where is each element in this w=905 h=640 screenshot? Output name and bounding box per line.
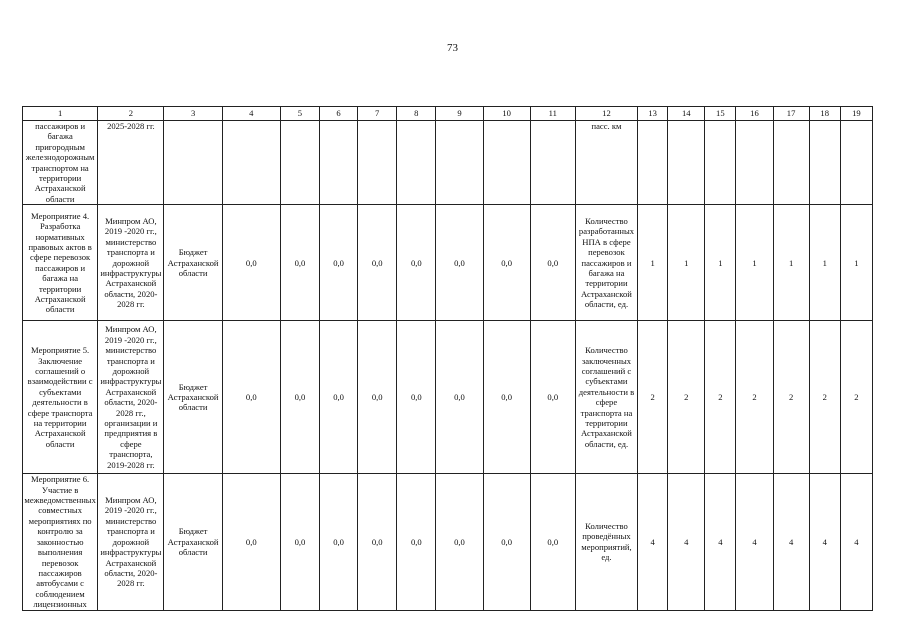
finance-cell: 0,0 (320, 205, 358, 321)
target-value-cell: 4 (668, 474, 705, 610)
finance-cell (436, 121, 483, 205)
target-value-cell: 1 (668, 205, 705, 321)
executor-cell: Минпром АО, 2019 -2020 гг., министерство транспорта и дорожной инфраструктуры Астраханской области, 2020-2028 гг. (98, 474, 164, 610)
column-header-10: 10 (483, 107, 530, 121)
target-value-cell (773, 121, 809, 205)
target-value-cell: 2 (736, 321, 773, 474)
column-header-2: 2 (98, 107, 164, 121)
finance-cell: 0,0 (397, 474, 436, 610)
executor-cell: Минпром АО, 2019 -2020 гг., министерство транспорта и дорожной инфраструктуры Астраханской области, 2020-2028 гг. (98, 205, 164, 321)
funding-source-cell: Бюджет Астраханской области (164, 474, 222, 610)
finance-cell (358, 121, 397, 205)
column-header-3: 3 (164, 107, 222, 121)
finance-cell: 0,0 (358, 474, 397, 610)
column-header-14: 14 (668, 107, 705, 121)
finance-cell: 0,0 (280, 321, 319, 474)
finance-cell (530, 121, 575, 205)
finance-cell: 0,0 (483, 474, 530, 610)
finance-cell: 0,0 (222, 321, 280, 474)
event-cell: Мероприятие 4. Разработка нормативных правовых актов в сфере перевозок пассажиров и багажа на территории Астраханской области (23, 205, 98, 321)
event-cell: Мероприятие 5. Заключение соглашений о взаимодействии с субъектами деятельности в сфере транспорта на территории Астраханской области (23, 321, 98, 474)
indicator-cell: Количество проведённых мероприятий, ед. (575, 474, 637, 610)
column-header-19: 19 (840, 107, 872, 121)
table-row (23, 205, 873, 321)
funding-source-cell: Бюджет Астраханской области (164, 321, 222, 474)
column-header-5: 5 (280, 107, 319, 121)
target-value-cell: 1 (773, 205, 809, 321)
indicator-cell: Количество заключенных соглашений с субъектами деятельности в сфере транспорта на территории Астраханской области, ед. (575, 321, 637, 474)
column-header-13: 13 (638, 107, 668, 121)
target-value-cell: 2 (773, 321, 809, 474)
funding-source-cell: Бюджет Астраханской области (164, 205, 222, 321)
finance-cell (483, 121, 530, 205)
executor-cell: Минпром АО, 2019 -2020 гг., министерство транспорта и дорожной инфраструктуры Астраханской области, 2020-2028 гг., организации и предприятия в сфере транспорта, 2019-2028 гг. (98, 321, 164, 474)
target-value-cell: 2 (668, 321, 705, 474)
column-header-12: 12 (575, 107, 637, 121)
target-value-cell: 2 (638, 321, 668, 474)
target-value-cell (736, 121, 773, 205)
target-value-cell: 4 (840, 474, 872, 610)
finance-cell (397, 121, 436, 205)
finance-cell: 0,0 (530, 205, 575, 321)
target-value-cell: 2 (809, 321, 840, 474)
target-value-cell (638, 121, 668, 205)
target-value-cell (840, 121, 872, 205)
target-value-cell: 1 (705, 205, 736, 321)
finance-cell: 0,0 (358, 321, 397, 474)
executor-cell: 2025-2028 гг. (98, 121, 164, 205)
column-header-8: 8 (397, 107, 436, 121)
finance-cell: 0,0 (530, 321, 575, 474)
finance-cell: 0,0 (320, 474, 358, 610)
target-value-cell: 1 (736, 205, 773, 321)
finance-cell (222, 121, 280, 205)
finance-cell: 0,0 (222, 474, 280, 610)
target-value-cell: 2 (840, 321, 872, 474)
target-value-cell (705, 121, 736, 205)
target-value-cell: 4 (638, 474, 668, 610)
indicator-cell: Количество разработанных НПА в сфере перевозок пассажиров и багажа на территории Астраханской области, ед. (575, 205, 637, 321)
column-header-1: 1 (23, 107, 98, 121)
table-body (23, 121, 873, 611)
finance-cell: 0,0 (530, 474, 575, 610)
finance-cell: 0,0 (397, 321, 436, 474)
target-value-cell: 1 (638, 205, 668, 321)
target-value-cell (668, 121, 705, 205)
target-value-cell: 1 (809, 205, 840, 321)
event-cell: Мероприятие 6. Участие в межведомственных совместных мероприятиях по контролю за законностью выполнения перевозок пассажиров автобусами с соблюдением лицензионных (24, 474, 96, 610)
column-header-9: 9 (436, 107, 483, 121)
indicator-cell: пасс. км (575, 121, 637, 205)
column-header-16: 16 (736, 107, 773, 121)
target-value-cell: 2 (705, 321, 736, 474)
event-cell: пассажиров и багажа пригородным железнодорожным транспортом на территории Астраханской области (23, 121, 98, 205)
finance-cell: 0,0 (280, 205, 319, 321)
column-header-11: 11 (530, 107, 575, 121)
column-header-6: 6 (320, 107, 358, 121)
finance-cell: 0,0 (483, 321, 530, 474)
finance-cell: 0,0 (436, 474, 483, 610)
column-header-7: 7 (358, 107, 397, 121)
target-value-cell: 4 (736, 474, 773, 610)
finance-cell: 0,0 (222, 205, 280, 321)
table-row (23, 474, 873, 610)
target-value-cell: 4 (809, 474, 840, 610)
page-number: 73 (447, 42, 458, 54)
table-row (23, 121, 873, 205)
finance-cell: 0,0 (397, 205, 436, 321)
finance-cell: 0,0 (320, 321, 358, 474)
finance-cell: 0,0 (280, 474, 319, 610)
target-value-cell: 4 (773, 474, 809, 610)
column-header-15: 15 (705, 107, 736, 121)
program-table (22, 106, 873, 611)
column-header-18: 18 (809, 107, 840, 121)
target-value-cell: 4 (705, 474, 736, 610)
funding-source-cell (164, 121, 222, 205)
header-row (23, 107, 873, 121)
finance-cell: 0,0 (358, 205, 397, 321)
finance-cell: 0,0 (483, 205, 530, 321)
finance-cell: 0,0 (436, 205, 483, 321)
table-row (23, 321, 873, 474)
target-value-cell (809, 121, 840, 205)
finance-cell (280, 121, 319, 205)
finance-cell: 0,0 (436, 321, 483, 474)
target-value-cell: 1 (840, 205, 872, 321)
column-header-4: 4 (222, 107, 280, 121)
finance-cell (320, 121, 358, 205)
column-header-17: 17 (773, 107, 809, 121)
